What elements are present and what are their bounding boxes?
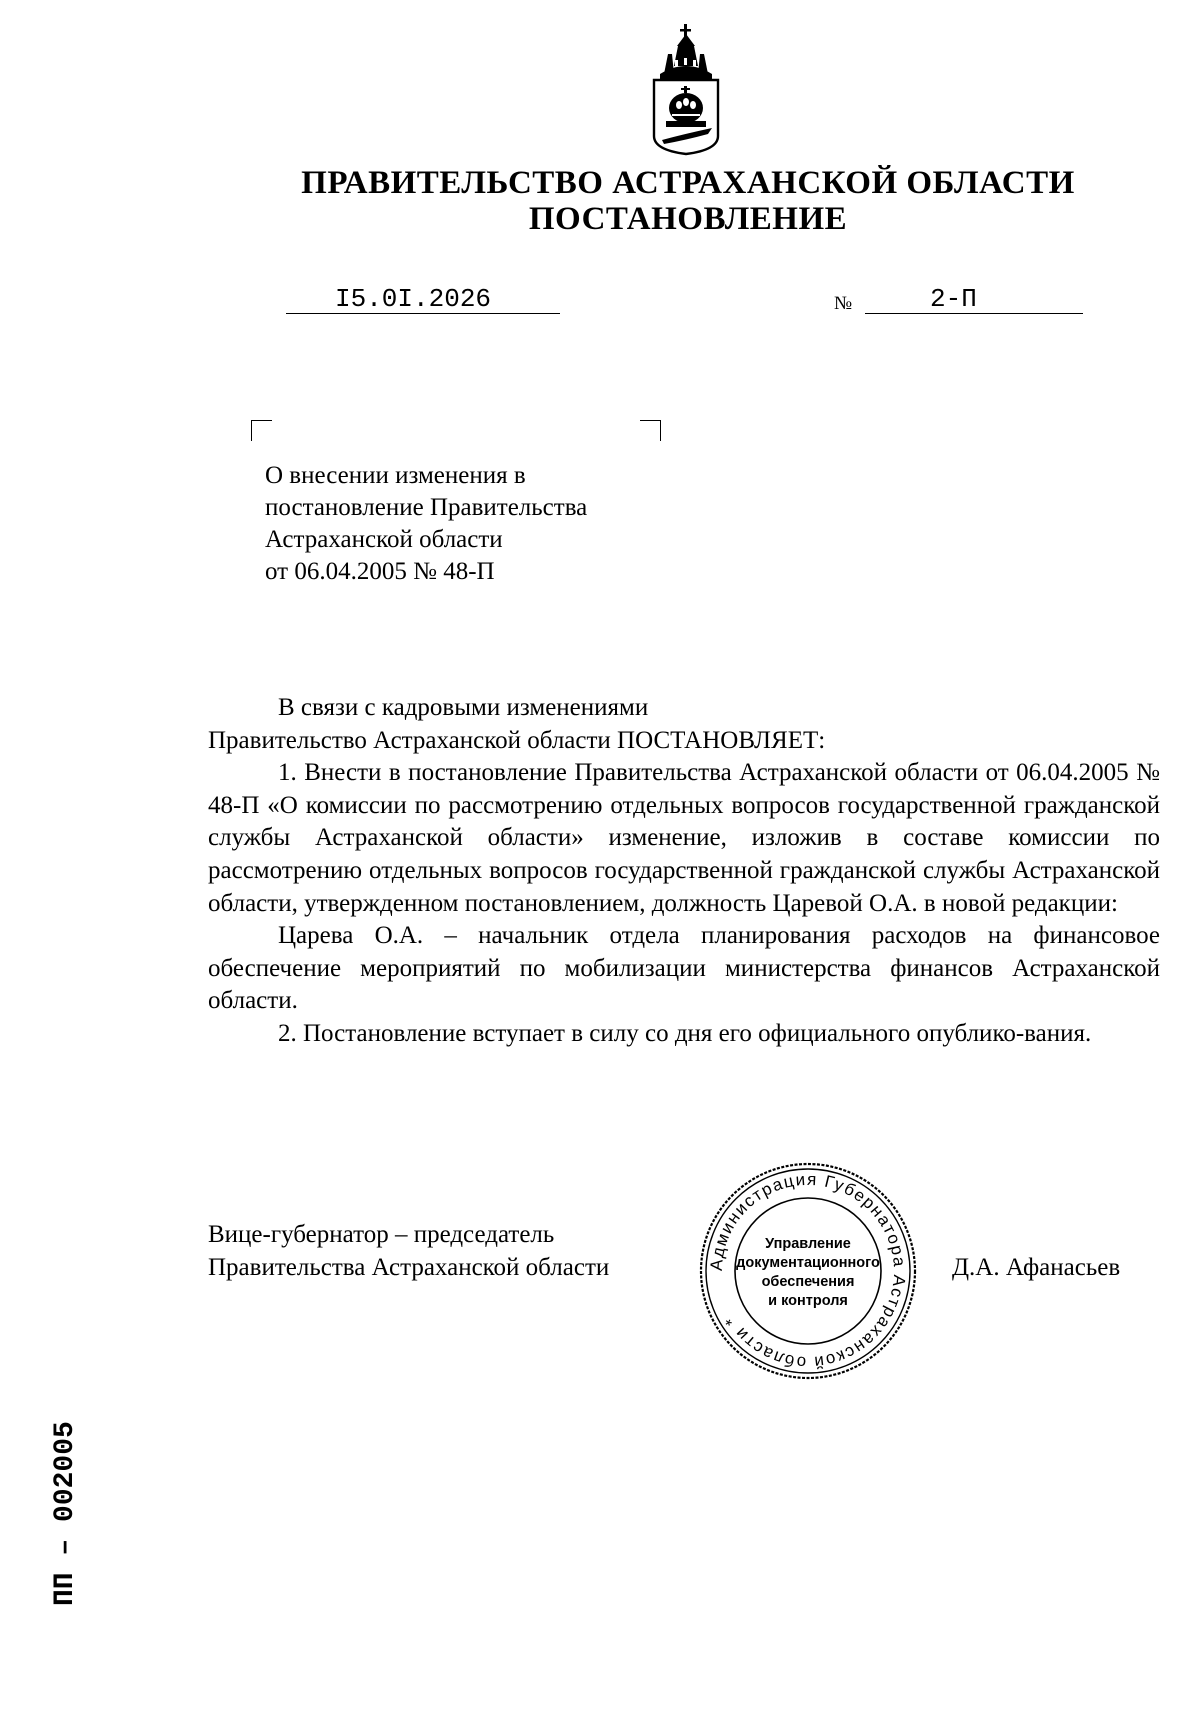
signatory-name: Д.А. Афанасьев: [952, 1254, 1121, 1281]
subject-line: Астраханской области: [265, 526, 503, 553]
subject-line: постановление Правительства: [265, 494, 588, 521]
number-sign: №: [834, 293, 853, 314]
official-stamp: [697, 1160, 919, 1382]
signatory-position-line-1: Вице-губернатор – председатель: [208, 1221, 555, 1248]
svg-text:Управление: Управление: [765, 1236, 851, 1252]
svg-text:ПП – 002005: ПП – 002005: [50, 1421, 81, 1606]
preamble-line-2: Правительство Астраханской области ПОСТАНОВЛЯЕТ:: [208, 726, 826, 754]
subject-corner-left: [251, 420, 272, 441]
document-body: [208, 692, 1160, 1051]
document-subject: [265, 460, 587, 588]
document-type-title: ПОСТАНОВЛЕНИЕ: [528, 201, 848, 237]
coat-of-arms-icon: [648, 22, 724, 156]
svg-text:и контроля: и контроля: [768, 1293, 848, 1309]
subject-line: О внесении изменения в: [265, 462, 526, 489]
preamble-line-1: В связи с кадровыми изменениями: [278, 694, 649, 721]
signatory-position-line-2: Правительства Астраханской области: [208, 1254, 610, 1281]
document-date: I5.0I.2026: [335, 284, 492, 314]
subject-corner-right: [640, 420, 661, 441]
document-number: 2-П: [930, 284, 977, 314]
item-2-paragraph: 2. Постановление вступает в силу со дня его официального опублико-вания.: [278, 1019, 1092, 1047]
form-serial-number: [12, 1412, 102, 1612]
organization-title: ПРАВИТЕЛЬСТВО АСТРАХАНСКОЙ ОБЛАСТИ: [301, 165, 1075, 201]
subject-line: от 06.04.2005 № 48-П: [265, 558, 495, 585]
svg-text:Администрация Губернатора Астр: Администрация Губернатора Астраханской области *: [706, 1169, 910, 1373]
member-entry-paragraph: Царева О.А. – начальник отдела планирования расходов на финансовое обеспечение мероприятий по мобилизации министерства финансов Астраханской области.: [208, 922, 1160, 1015]
item-1-paragraph: 1. Внести в постановление Правительства Астраханской области от 06.04.2005 № 48-П «О комиссии по рассмотрению отдельных вопросов государственной гражданской службы Астраханской области» изменение, изложив в составе комиссии по рассмотрению отдельных вопросов государственной гражданской службы Астраханской области, утвержденном постановлением, должность Царевой О.А. в новой редакции:: [208, 759, 1160, 917]
svg-text:обеспечения: обеспечения: [761, 1274, 855, 1290]
svg-text:документационного: документационного: [736, 1255, 880, 1271]
